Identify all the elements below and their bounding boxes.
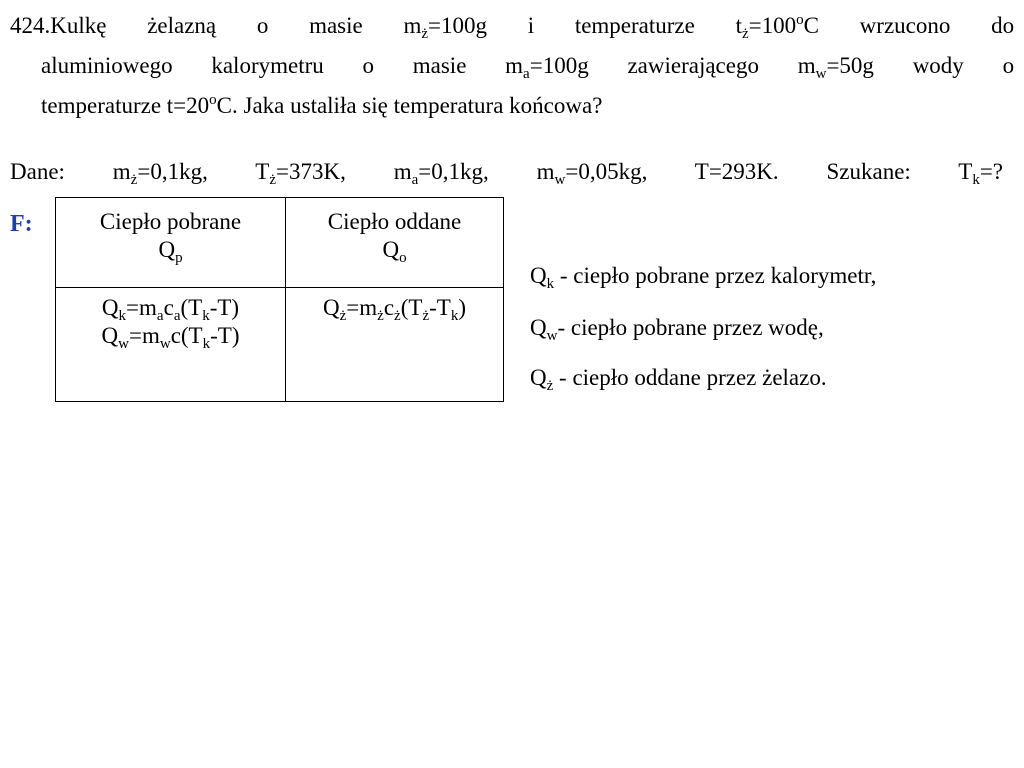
formula-qk: $Q_k=m_ac_a(T_k-T)$	[101, 295, 240, 324]
given-t-initial: T=293K.	[694, 159, 779, 184]
mass-iron: $m_ż=100g$	[403, 13, 487, 42]
word: o	[362, 53, 374, 78]
problem-line-2	[41, 52, 1014, 80]
word: 424.Kulkę	[10, 13, 107, 38]
mass-water: $m_w=50g$	[797, 53, 874, 82]
word: wrzucono	[859, 13, 951, 38]
absorbed-formulas	[56, 288, 286, 402]
problem-line-1	[10, 12, 1014, 40]
given-data	[10, 158, 1003, 186]
given-m-aluminium: $m_a=0,1kg$,	[393, 159, 489, 188]
legend-qk: $Q_k$ - ciepło pobrane przez kalorymetr,	[530, 263, 877, 292]
sought-value: Szukane: $T_k=$?	[826, 159, 1003, 188]
header-heat-released: Ciepło oddane $Q_o$	[286, 198, 504, 288]
formula-qw: $Q_w=m_wc(T_k-T)$	[101, 323, 240, 352]
word: aluminiowego	[41, 53, 173, 78]
word: wody	[912, 53, 964, 78]
word: żelazną	[147, 13, 217, 38]
word: temperaturze	[574, 13, 695, 38]
released-formulas	[286, 288, 504, 402]
word: o	[256, 13, 269, 38]
mass-aluminium: $m_a=100g$	[505, 53, 589, 82]
problem-line-3: temperaturze $t=20^oC$. Jaka ustaliła się temperatura końcowa?	[41, 92, 603, 118]
heat-table	[55, 197, 504, 402]
word: masie	[309, 13, 363, 38]
word: kalorymetru	[211, 53, 324, 78]
legend-qz: $Q_ż$ - ciepło oddane przez żelazo.	[530, 365, 827, 394]
given-label: Dane: $m_ż=0,1kg$,	[10, 159, 208, 188]
temp-iron: $t_ż=100^oC$	[735, 12, 819, 42]
given-t-iron: $T_ż=373K$,	[255, 159, 346, 188]
formulas-label: F:	[10, 211, 33, 237]
word: masie	[412, 53, 467, 78]
word: do	[991, 13, 1015, 38]
legend-qw: $Q_w-$ ciepło pobrane przez wodę,	[530, 315, 824, 344]
given-m-water: $m_w=0,05kg$,	[536, 159, 648, 188]
word: zawierającego	[627, 53, 759, 78]
word: i	[527, 13, 535, 38]
word: o	[1002, 53, 1015, 78]
header-heat-absorbed: Ciepło pobrane $Q_p$	[56, 198, 286, 288]
formula-qz: $Q_ż=m_żc_ż(T_ż-T_k)$	[322, 295, 466, 324]
